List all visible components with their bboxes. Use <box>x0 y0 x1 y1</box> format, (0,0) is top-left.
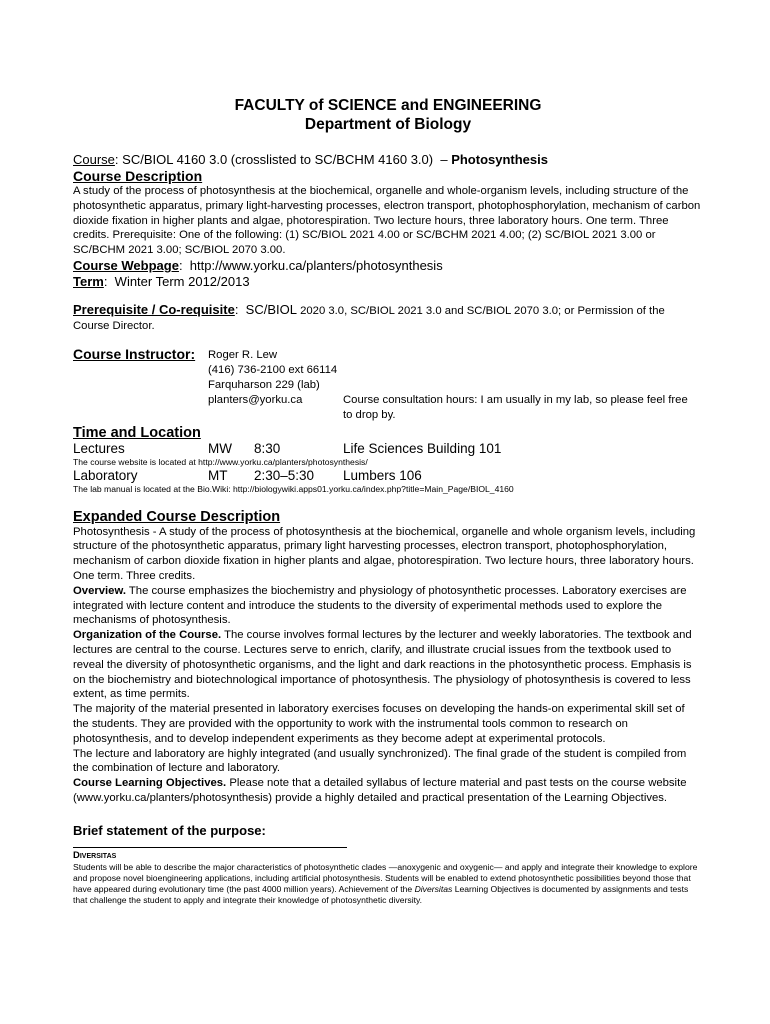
lab-place: Lumbers 106 <box>343 467 422 483</box>
term-line: Term: Winter Term 2012/2013 <box>73 273 250 289</box>
time-location-heading: Time and Location <box>73 424 201 441</box>
diversitas-text-before: Students will be able to describe the major characteristics of photosynthetic clades —anoxygenic and oxygenic— and apply and integrate their knowledge to explore and propose novel bioengineering applications, including artificial photosynthesis. Students will be enabled to extend photosynthetic possibilities beyond those that have appeared during evolutionary time (the past 4000 million years). Achievement of the <box>73 861 698 894</box>
instructor-details <box>208 346 688 423</box>
faculty-title: FACULTY of SCIENCE and ENGINEERING <box>234 97 542 114</box>
course-webpage-label: Course Webpage <box>73 257 179 273</box>
course-webpage-link[interactable]: http://www.yorku.ca/planters/photosynthesis <box>189 257 443 273</box>
overview-text: The course emphasizes the biochemistry and physiology of photosynthetic processes. Laboratory exercises are integrated with lecture content and introduce the students to the diversity of experimental methods used to explore the mechanisms of photosynthesis. <box>73 584 687 627</box>
expanded-heading: Expanded Course Description <box>73 508 281 525</box>
course-dash: – <box>440 152 448 167</box>
overview-paragraph <box>73 584 703 628</box>
diversitas-label: Diversitas <box>73 849 117 861</box>
brief-heading: Brief statement of the purpose: <box>73 822 266 838</box>
integration-paragraph: The lecture and laboratory are highly integrated (and usually synchronized). The final grade of the student is compiled from the combination of lecture and laboratory. <box>73 747 687 775</box>
organization-text: The course involves formal lectures by the lecturer and weekly laboratories. The textbook and lectures are central to the course. Lectures serve to enrich, clarify, and illustrate crucial issues from the textbook used to reveal the diversity of photosynthetic organisms, and the light and dark reactions in the photosynthetic process. Emphasis is on the biochemistry and biotechnological importance of photosynthesis. The physiology of photosynthesis is covered to less extent, as time permits. <box>73 629 692 701</box>
instructor-email-row <box>208 393 688 423</box>
consultation-hours: Course consultation hours: I am usually in my lab, so please feel free to drop by. <box>343 393 688 421</box>
lecture-place: Life Sciences Building 101 <box>343 440 502 456</box>
course-code: SC/BIOL 4160 3.0 (crosslisted to SC/BCHM 4160 3.0) <box>122 152 434 167</box>
overview-label: Overview. <box>73 584 126 597</box>
instructor-email[interactable]: planters@yorku.ca <box>208 393 303 406</box>
term-label: Term <box>73 273 104 289</box>
lab-note: The lab manual is located at the Bio.Wiki: http://biologywiki.apps01.yorku.ca/index.php?title=Main_Page/BIOL_4160 <box>73 483 514 494</box>
lecture-time: 8:30 <box>254 440 281 456</box>
organization-paragraph <box>73 628 703 702</box>
course-description-heading: Course Description <box>73 168 203 184</box>
prereq-first: SC/BIOL <box>245 301 297 317</box>
expanded-intro: Photosynthesis - A study of the process of photosynthesis at the biochemical, organelle and whole organism levels, including structure of the photosynthetic apparatus, primary light harvesting processes, electron transport, photophosphorylation, mechanism of carbon dioxide fixation in higher plants and algae, photorespiration. Two lecture hours, three laboratory hours. One term. Three credits. <box>73 525 696 582</box>
instructor-name: Roger R. Lew <box>208 348 278 361</box>
diversitas-text <box>73 862 703 906</box>
document-page <box>73 96 703 906</box>
lecture-days: MW <box>208 440 232 456</box>
course-name: Photosynthesis <box>451 152 548 167</box>
diversitas-italic: Diversitas <box>414 883 453 894</box>
lecture-row <box>73 441 703 457</box>
diversitas-text-after: Learning Objectives is documented by assignments and tests that challenge the student to apply and integrate their knowledge of photosynthetic diversity. <box>73 883 689 905</box>
course-description-text: A study of the process of photosynthesis at the biochemical, organelle and whole-organism levels, including structure of the photosynthetic apparatus, primary light-harvesting processes, electron transport, photophosphorylation, mechanism of carbon dioxide fixation in higher plants and algae, photorespiration. Two lecture hours, three laboratory hours. One term. Three credits. Prerequisite: One of the following: (1) SC/BIOL 2021 4.00 or SC/BCHM 2021 4.00; (2) SC/BIOL 2021 3.00 or SC/BCHM 2021 3.00; SC/BIOL 2070 3.00. <box>73 185 701 257</box>
objectives-label: Course Learning Objectives. <box>73 777 227 790</box>
lab-days: MT <box>208 467 228 483</box>
course-label: Course <box>73 152 115 167</box>
lab-type: Laboratory <box>73 467 138 483</box>
prereq-rest: 2020 3.0, SC/BIOL 2021 3.0 and SC/BIOL 2070 3.0; or Permission of the Course Director. <box>73 304 665 332</box>
department-title: Department of Biology <box>304 116 472 133</box>
instructor-office: Farquharson 229 (lab) <box>208 378 320 391</box>
document-header <box>73 96 703 134</box>
majority-paragraph: The majority of the material presented in laboratory exercises focuses on developing the hands-on experimental skill set of the students. They are provided with the opportunity to work with the instrumental tools common to research on photosynthesis, and to develop independent experiments as they become adept at experimental protocols. <box>73 703 685 745</box>
instructor-block <box>73 346 703 423</box>
lecture-type: Lectures <box>73 440 125 456</box>
objectives-text: Please note that a detailed syllabus of lecture material and past tests on the course website (www.yorku.ca/planters/photosynthesis) provide a highly detailed and practical presentation of the Learning Objectives. <box>73 777 687 804</box>
lab-time: 2:30–5:30 <box>254 467 315 483</box>
course-webpage-line: Course Webpage: http://www.yorku.ca/planters/photosynthesis <box>73 257 443 273</box>
lecture-note: The course website is located at http://www.yorku.ca/planters/photosynthesis/ <box>73 456 368 467</box>
prereq-label: Prerequisite / Co-requisite <box>73 301 235 317</box>
instructor-label: Course Instructor: <box>73 345 196 362</box>
lab-row <box>73 468 703 484</box>
objectives-paragraph <box>73 776 703 806</box>
course-line: Course: SC/BIOL 4160 3.0 (crosslisted to SC/BCHM 4160 3.0) – Photosynthesis <box>73 152 548 167</box>
term-value: Winter Term 2012/2013 <box>114 273 250 289</box>
prereq-block: Prerequisite / Co-requisite: SC/BIOL 2020 3.0, SC/BIOL 2021 3.0 and SC/BIOL 2070 3.0; or Permission of the Course Director. <box>73 301 665 332</box>
instructor-phone: (416) 736-2100 ext 66114 <box>208 363 338 376</box>
divider-line <box>73 847 347 848</box>
organization-label: Organization of the Course. <box>73 629 222 642</box>
